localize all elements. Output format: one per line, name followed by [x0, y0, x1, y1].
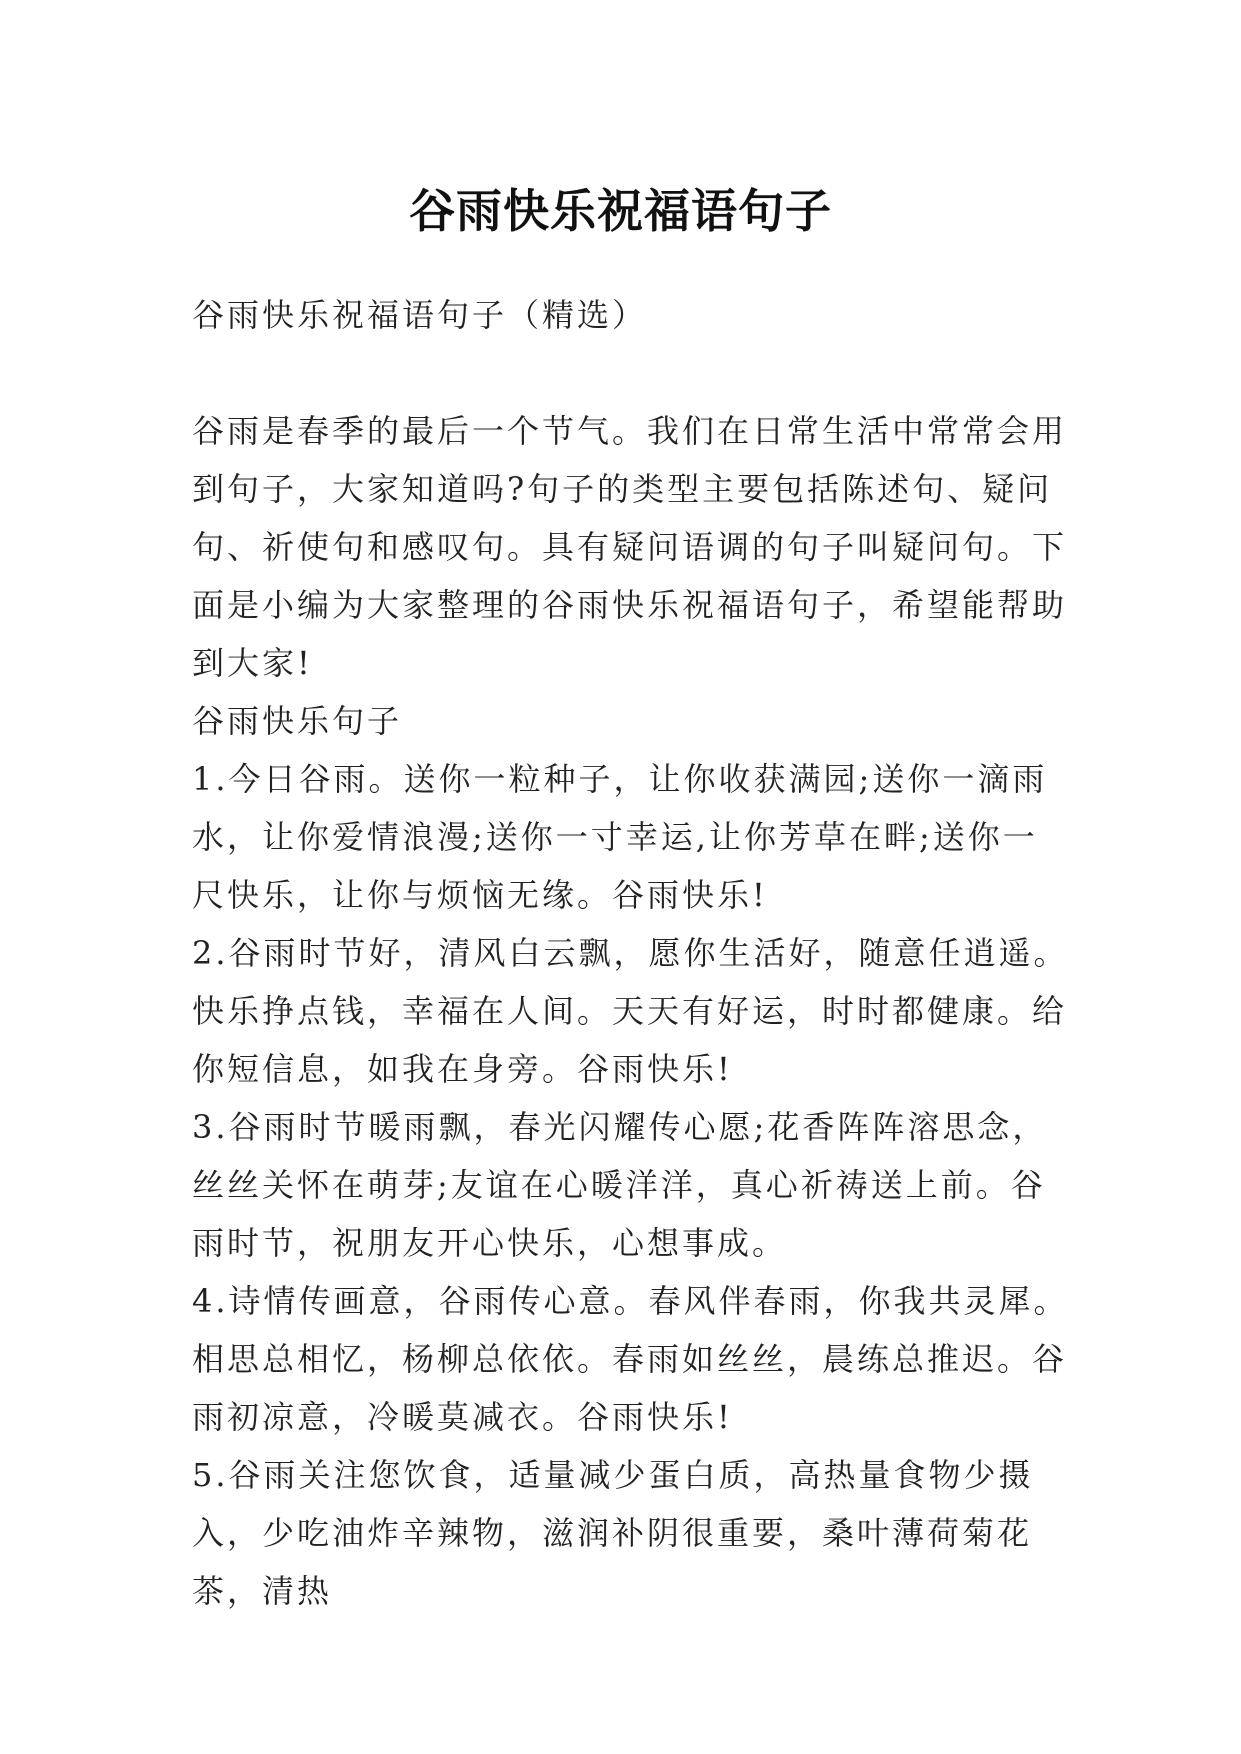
document-subtitle: 谷雨快乐祝福语句子（精选） [192, 296, 648, 334]
intro-paragraph: 谷雨是春季的最后一个节气。我们在日常生活中常常会用到句子，大家知道吗?句子的类型主要包括陈述句、疑问句、祈使句和感叹句。具有疑问语调的句子叫疑问句。下面是小编为大家整理的谷雨快乐祝福语句子，希望能帮助到大家! [192, 412, 1068, 682]
list-item: 2.谷雨时节好，清风白云飘，愿你生活好，随意任逍遥。快乐挣点钱，幸福在人间。天天有好运，时时都健康。给你短信息，如我在身旁。谷雨快乐! [192, 934, 1069, 1088]
document-title: 谷雨快乐祝福语句子 [409, 183, 832, 238]
list-item: 1.今日谷雨。送你一粒种子，让你收获满园;送你一滴雨水，让你爱情浪漫;送你一寸幸运,让你芳草在畔;送你一尺快乐，让你与烦恼无缘。谷雨快乐! [192, 760, 1048, 914]
section-heading: 谷雨快乐句子 [192, 702, 403, 740]
blessings-section [192, 692, 1072, 1620]
list-item: 4.诗情传画意，谷雨传心意。春风伴春雨，你我共灵犀。相思总相忆，杨柳总依依。春雨如丝丝，晨练总推迟。谷雨初凉意，冷暖莫减衣。谷雨快乐! [192, 1282, 1069, 1436]
list-item: 5.谷雨关注您饮食，适量减少蛋白质，高热量食物少摄入，少吃油炸辛辣物，滋润补阴很重要，桑叶薄荷菊花茶，清热 [192, 1456, 1034, 1610]
list-item: 3.谷雨时节暖雨飘，春光闪耀传心愿;花香阵阵溶思念，丝丝关怀在萌芽;友谊在心暖洋洋，真心祈祷送上前。谷雨时节，祝朋友开心快乐，心想事成。 [192, 1108, 1048, 1262]
